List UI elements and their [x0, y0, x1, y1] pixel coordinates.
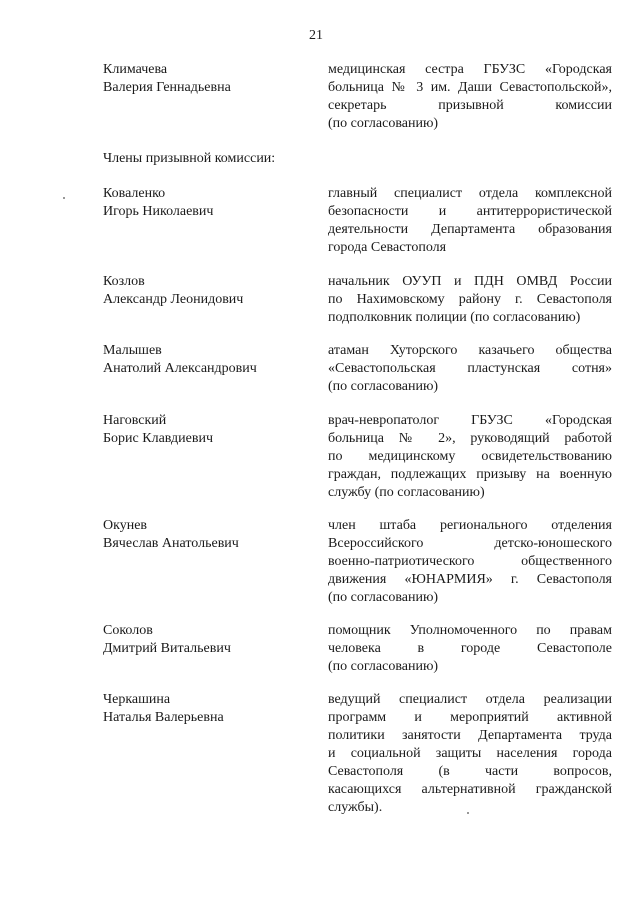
position-line: движения «ЮНАРМИЯ» г. Севастополя: [328, 572, 612, 587]
position-line: граждан, подлежащих призыву на военную: [328, 467, 612, 482]
member-surname: Козлов: [103, 274, 145, 289]
position-line: «Севастопольская пластунская сотня»: [328, 361, 612, 376]
member-given-names: Игорь Николаевич: [103, 204, 214, 219]
member-position: [328, 691, 612, 817]
scan-speck: [467, 812, 469, 814]
member-position: [328, 273, 612, 327]
member-given-names: Наталья Валерьевна: [103, 710, 224, 725]
position-line: безопасности и антитеррористической: [328, 204, 612, 219]
member-position: [328, 61, 612, 133]
member-name: [103, 61, 313, 97]
position-line: города Севастополя: [328, 240, 447, 255]
member-position: [328, 622, 612, 676]
member-given-names: Борис Клавдиевич: [103, 431, 214, 446]
position-line: член штаба регионального отделения: [328, 518, 612, 533]
member-position: [328, 517, 612, 607]
member-name: [103, 342, 313, 378]
position-line: по медицинскому освидетельствованию: [328, 449, 612, 464]
member-position: [328, 342, 612, 396]
member-position: [328, 412, 612, 502]
position-line: политики занятости Департамента труда: [328, 728, 612, 743]
scan-speck: [63, 197, 65, 199]
member-position: [328, 185, 612, 257]
position-line: человека в городе Севастополе: [328, 641, 612, 656]
position-line: больница № 3 им. Даши Севастопольской»,: [328, 80, 612, 95]
position-line: военно-патриотического общественного: [328, 554, 612, 569]
member-name: [103, 691, 313, 727]
member-name: [103, 185, 313, 221]
position-line: касающихся альтернативной гражданской: [328, 782, 612, 797]
member-surname: Наговский: [103, 413, 167, 428]
member-surname: Коваленко: [103, 186, 166, 201]
position-line: начальник ОУУП и ПДН ОМВД России: [328, 274, 612, 289]
position-line: (по согласованию): [328, 116, 439, 131]
position-line: (по согласованию): [328, 379, 439, 394]
position-line: Севастополя (в части вопросов,: [328, 764, 612, 779]
member-given-names: Дмитрий Витальевич: [103, 641, 231, 656]
position-line: подполковник полиции (по согласованию): [328, 310, 581, 325]
member-surname: Окунев: [103, 518, 148, 533]
member-name: [103, 517, 313, 553]
members-heading: Члены призывной комиссии:: [103, 151, 276, 166]
member-name: [103, 273, 313, 309]
member-surname: Соколов: [103, 623, 153, 638]
position-line: по Нахимовскому району г. Севастополя: [328, 292, 612, 307]
position-line: службу (по согласованию): [328, 485, 485, 500]
position-line: (по согласованию): [328, 659, 439, 674]
member-given-names: Вячеслав Анатольевич: [103, 536, 239, 551]
position-line: медицинская сестра ГБУЗС «Городская: [328, 62, 612, 77]
member-surname: Климачева: [103, 62, 168, 77]
position-line: секретарь призывной комиссии: [328, 98, 612, 113]
position-line: деятельности Департамента образования: [328, 222, 612, 237]
position-line: Всероссийского детско-юношеского: [328, 536, 612, 551]
page-number: 21: [309, 28, 323, 43]
position-line: главный специалист отдела комплексной: [328, 186, 612, 201]
position-line: (по согласованию): [328, 590, 439, 605]
member-surname: Малышев: [103, 343, 162, 358]
position-line: атаман Хуторского казачьего общества: [328, 343, 612, 358]
member-given-names: Валерия Геннадьевна: [103, 80, 231, 95]
position-line: ведущий специалист отдела реализации: [328, 692, 612, 707]
position-line: врач-невропатолог ГБУЗС «Городская: [328, 413, 612, 428]
member-given-names: Анатолий Александрович: [103, 361, 257, 376]
position-line: помощник Уполномоченного по правам: [328, 623, 612, 638]
member-name: [103, 412, 313, 448]
position-line: службы).: [328, 800, 383, 815]
member-name: [103, 622, 313, 658]
member-surname: Черкашина: [103, 692, 171, 707]
position-line: больница № 2», руководящий работой: [328, 431, 612, 446]
position-line: программ и мероприятий активной: [328, 710, 612, 725]
member-given-names: Александр Леонидович: [103, 292, 244, 307]
position-line: и социальной защиты населения города: [328, 746, 612, 761]
